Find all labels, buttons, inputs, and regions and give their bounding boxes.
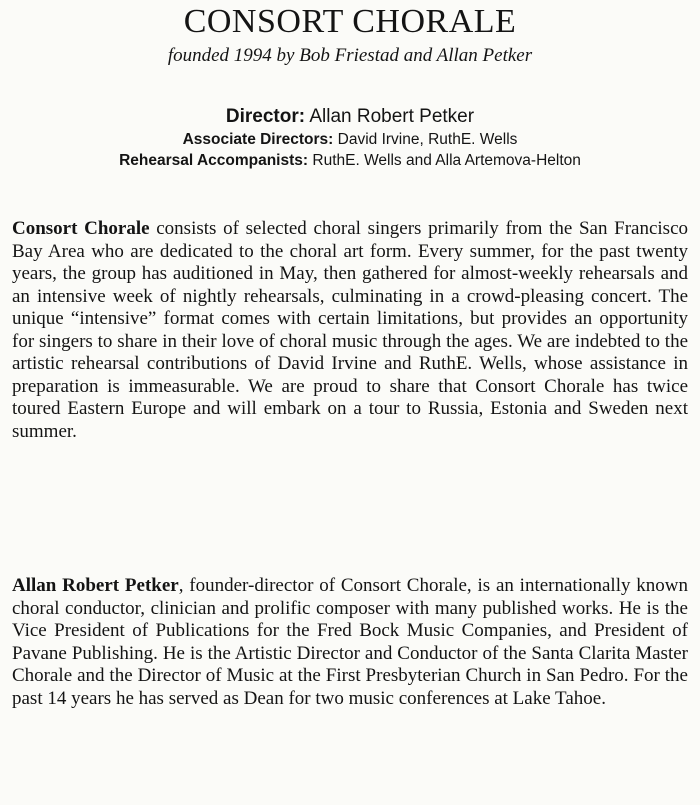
page-title: CONSORT CHORALE [183,3,517,40]
associate-directors-label: Associate Directors: [182,131,334,148]
accompanists-label: Rehearsal Accompanists: [119,152,309,169]
director-label: Director: [225,106,306,127]
page-subtitle: founded 1994 by Bob Friestad and Allan Petker [167,45,533,66]
chorale-description-text: consists of selected choral singers primarily from the San Francisco Bay Area who are dedicated to the choral art form. Every summer, for the past twenty years, the group has auditioned in May, then gathered for almost-weekly rehearsals and an intensive week of nightly rehearsals, culminating in a crowd-pleasing concert. The unique “intensive” format comes with certain limitations, but provides an opportunity for singers to share in their love of choral music through the ages. We are indebted to the artistic rehearsal contributions of David Irvine and RuthE. Wells, whose assistance in preparation is immeasurable. We are proud to share that Consort Chorale has twice toured Eastern Europe and will embark on a tour to Russia, Estonia and Sweden next summer. [12,218,689,442]
accompanists-names: RuthE. Wells and Alla Artemova-Helton [312,152,581,169]
associate-directors-credit [0,129,700,150]
director-bio-paragraph [12,575,688,710]
chorale-description-paragraph [12,218,688,443]
director-name-lead: Allan Robert Petker [12,575,179,596]
accompanists-credit [0,150,700,171]
director-credit [0,104,700,129]
director-bio-text: , founder-director of Consort Chorale, is an internationally known choral conductor, clinician and prolific composer with many published works. He is the Vice President of Publications for the Fred Bock Music Companies, and President of Pavane Publishing. He is the Artistic Director and Conductor of the Santa Clarita Master Chorale and the Director of Music at the First Presbyterian Church in San Pedro. For the past 14 years he has served as Dean for two music conferences at Lake Tahoe. [12,575,688,709]
associate-directors-names: David Irvine, RuthE. Wells [337,131,518,148]
credits-block [0,104,700,171]
chorale-name-lead: Consort Chorale [12,218,150,239]
director-name: Allan Robert Petker [309,106,475,127]
